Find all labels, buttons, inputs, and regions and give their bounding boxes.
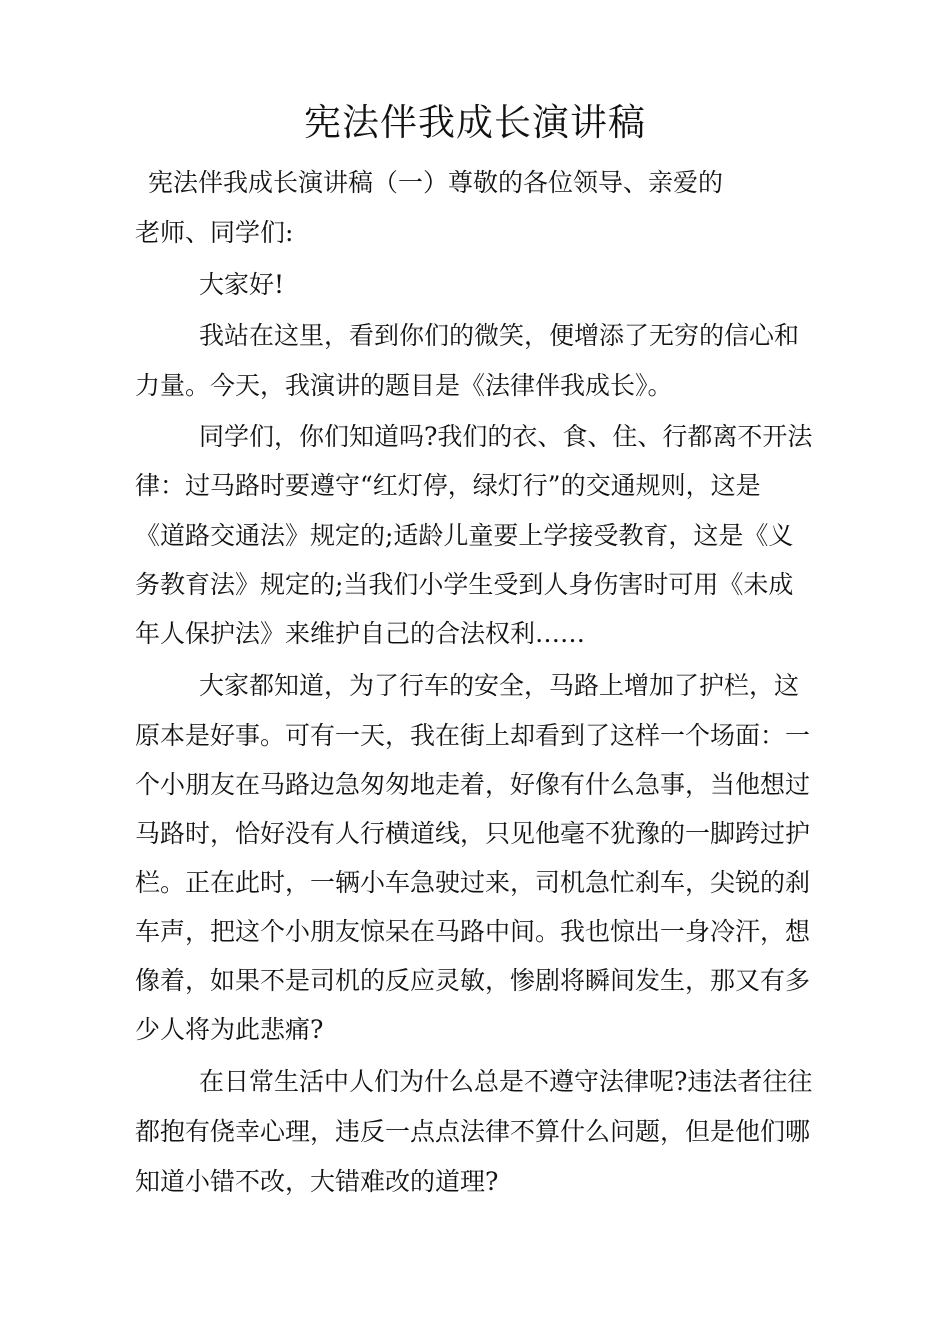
body-line-9: 务教育法》规定的;当我们小学生受到人身伤害时可用《未成 [135, 570, 794, 599]
body-line-13: 个小朋友在马路边急匆匆地走着，好像有什么急事，当他想过 [135, 770, 811, 799]
body-line-17: 像着，如果不是司机的反应灵敏，惨剧将瞬间发生，那又有多 [135, 966, 811, 995]
body-line-20: 都抱有侥幸心理，违反一点点法律不算什么问题，但是他们哪 [135, 1117, 811, 1146]
body-line-5: 力量。今天，我演讲的题目是《法律伴我成长》。 [135, 371, 673, 400]
body-line-1: 宪法伴我成长演讲稿（一）尊敬的各位领导、亲爱的 [148, 168, 724, 197]
body-line-10: 年人保护法》来维护自己的合法权利…… [135, 619, 586, 648]
body-line-16: 车声，把这个小朋友惊呆在马路中间。我也惊出一身冷汗，想 [135, 917, 811, 946]
body-line-8: 《道路交通法》规定的;适龄儿童要上学接受教育，这是《义 [135, 521, 794, 550]
body-line-12: 原本是好事。可有一天，我在街上却看到了这样一个场面：一 [135, 721, 811, 750]
body-line-14: 马路时，恰好没有人行横道线，只见他毫不犹豫的一脚跨过护 [135, 819, 811, 848]
body-line-3: 大家好! [199, 270, 285, 299]
body-line-11: 大家都知道，为了行车的安全，马路上增加了护栏，这 [199, 671, 800, 700]
body-line-21: 知道小错不改，大错难改的道理? [135, 1167, 499, 1196]
body-line-15: 栏。正在此时，一辆小车急驶过来，司机急忙刹车，尖锐的刹 [135, 868, 811, 897]
document-title: 宪法伴我成长演讲稿 [304, 101, 646, 144]
body-line-7: 律：过马路时要遵守“红灯停，绿灯行”的交通规则，这是 [135, 471, 761, 500]
body-line-2: 老师、同学们: [135, 218, 294, 247]
body-line-4: 我站在这里，看到你们的微笑，便增添了无穷的信心和 [199, 321, 800, 350]
body-line-19: 在日常生活中人们为什么总是不遵守法律呢?违法者往往 [199, 1067, 813, 1096]
body-line-6: 同学们，你们知道吗?我们的衣、食、住、行都离不开法 [199, 422, 813, 451]
body-line-18: 少人将为此悲痛? [135, 1015, 324, 1044]
